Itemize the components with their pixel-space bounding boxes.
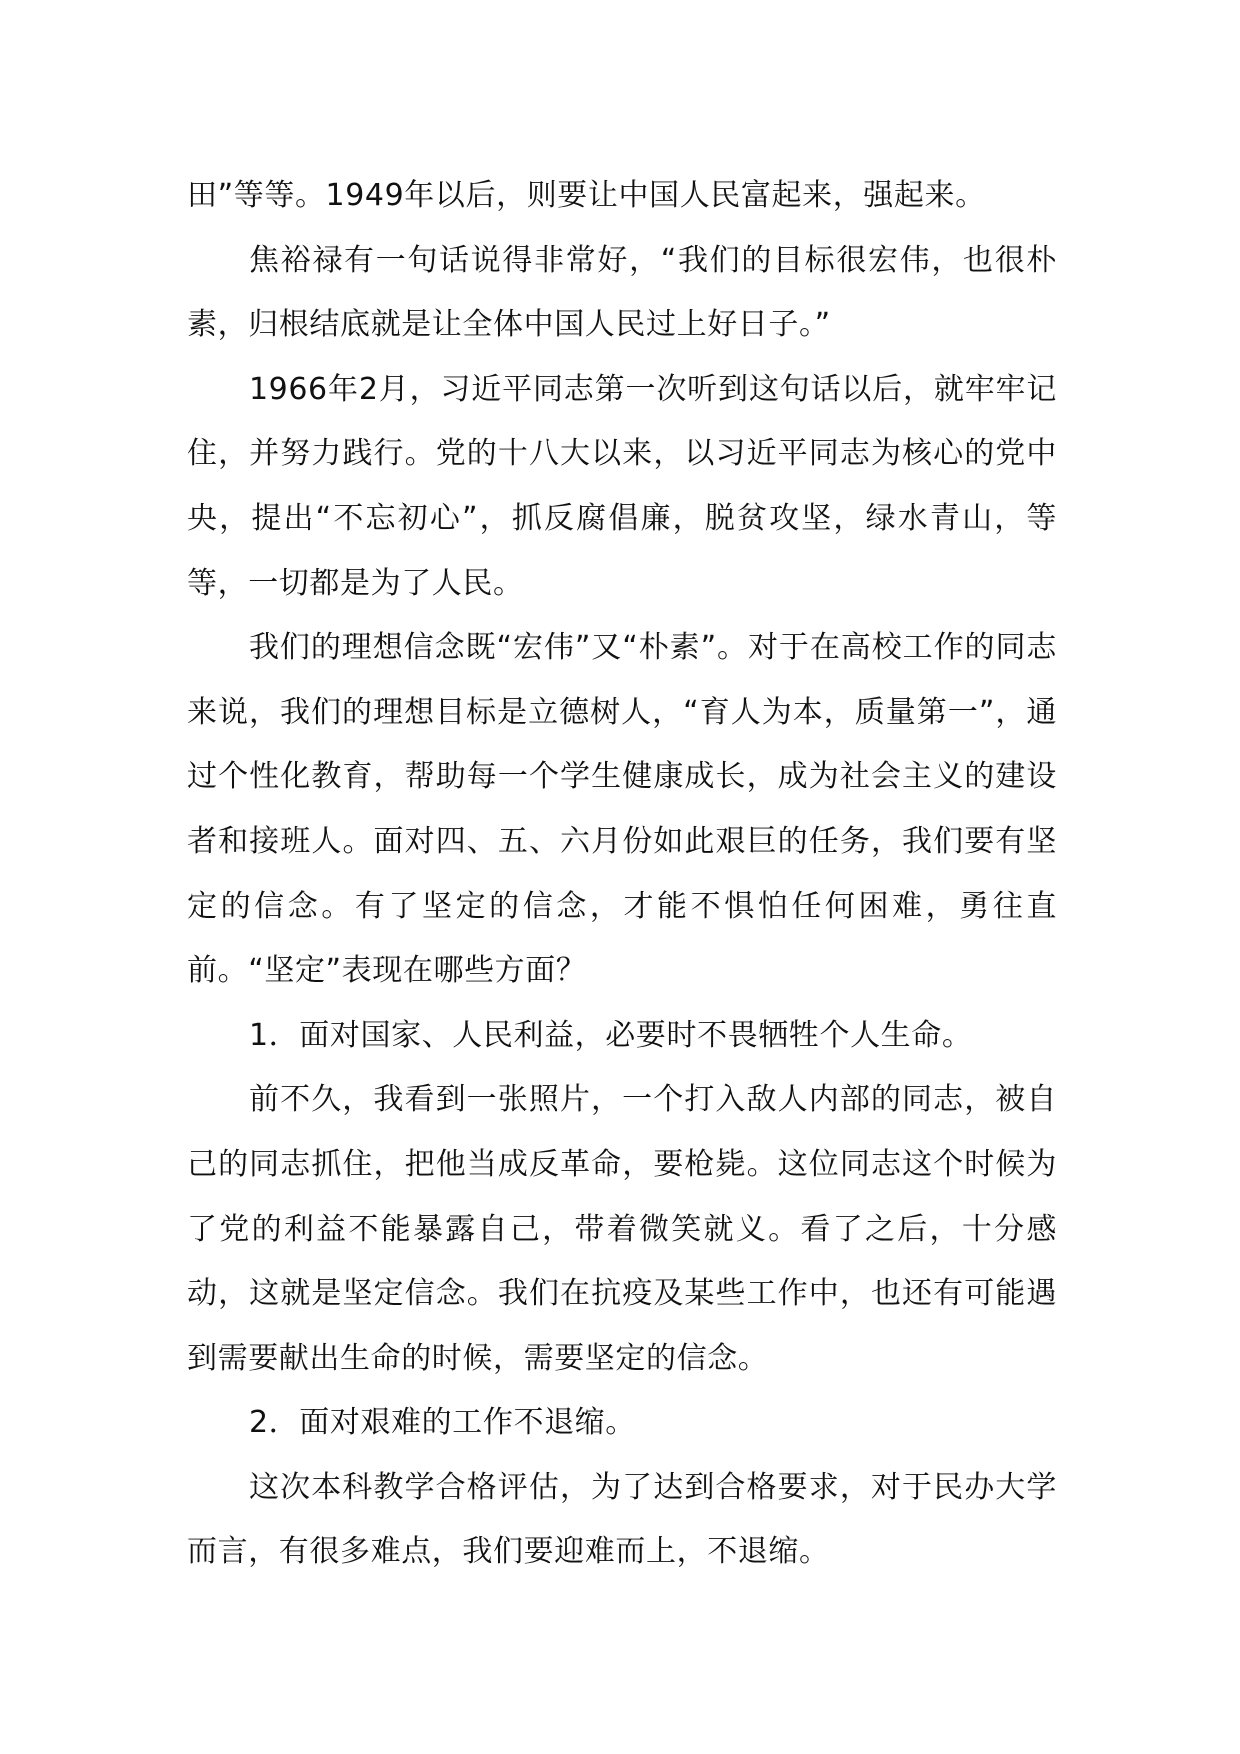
paragraph-6: 这次本科教学合格评估，为了达到合格要求，对于民办大学而言，有很多难点，我们要迎难而上，不退缩。 — [187, 1469, 1057, 1570]
paragraph-1: 田”等等。1949年以后，则要让中国人民富起来，强起来。 — [187, 178, 986, 213]
paragraph-4: 我们的理想信念既“宏伟”又“朴素”。对于在高校工作的同志来说，我们的理想目标是立德树人，“育人为本，质量第一”，通过个性化教育，帮助每一个学生健康成长，成为社会主义的建设者和接班人。面对四、五、六月份如此艰巨的任务，我们要有坚定的信念。有了坚定的信念，才能不惧怕任何困难，勇往直前。“坚定”表现在哪些方面？ — [187, 630, 1057, 989]
numbered-point-1: 1．面对国家、人民利益，必要时不畏牺牲个人生命。 — [249, 1017, 973, 1053]
paragraph-5: 前不久，我看到一张照片，一个打入敌人内部的同志，被自己的同志抓住，把他当成反革命，要枪毙。这位同志这个时候为了党的利益不能暴露自己，带着微笑就义。看了之后，十分感动，这就是坚定信念。我们在抗疫及某些工作中，也还有可能遇到需要献出生命的时候，需要坚定的信念。 — [187, 1082, 1057, 1376]
document-body — [187, 164, 1057, 1585]
paragraph-2: 焦裕禄有一句话说得非常好，“我们的目标很宏伟，也很朴素，归根结底就是让全体中国人民过上好日子。” — [187, 242, 1057, 343]
numbered-point-2: 2．面对艰难的工作不退缩。 — [249, 1405, 636, 1441]
paragraph-3: 1966年2月，习近平同志第一次听到这句话以后，就牢牢记住，并努力践行。党的十八大以来，以习近平同志为核心的党中央，提出“不忘初心”，抓反腐倡廉，脱贫攻坚，绿水青山，等等，一切都是为了人民。 — [187, 371, 1057, 601]
